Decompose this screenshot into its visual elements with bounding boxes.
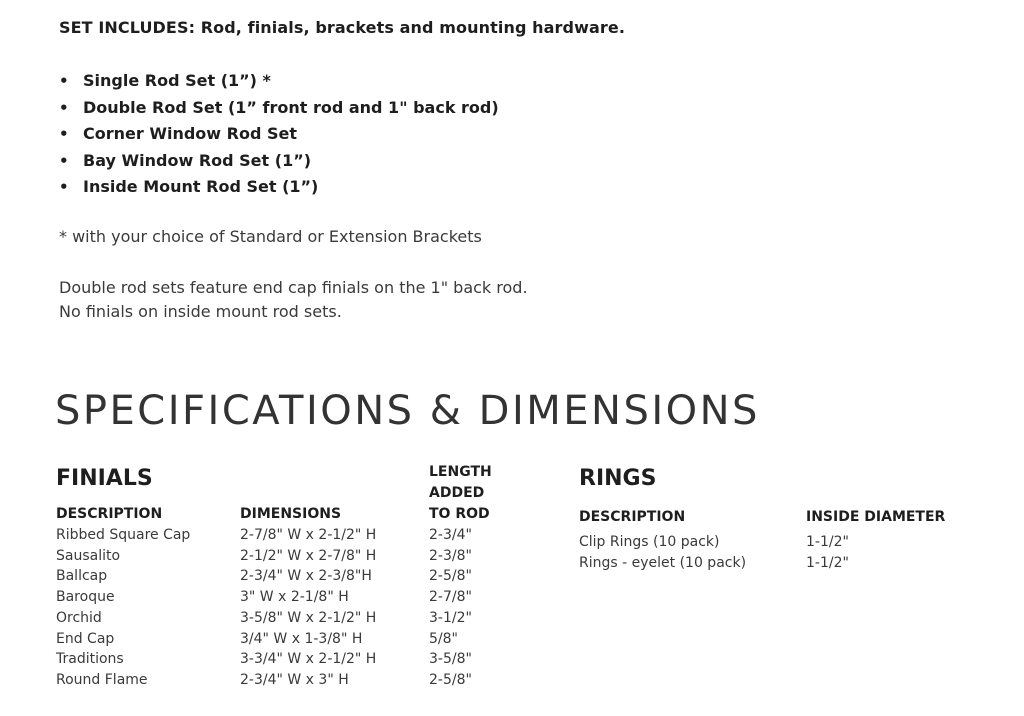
finials-col-description: DESCRIPTION — [56, 506, 163, 522]
table-cell: 1-1/2" — [806, 554, 849, 571]
table-cell: Traditions — [56, 651, 124, 668]
set-includes-text: SET INCLUDES: Rod, finials, brackets and mounting hardware. — [59, 18, 625, 37]
finials-col-length-line: ADDED — [429, 485, 485, 501]
table-cell: Sausalito — [56, 547, 121, 564]
table-cell: 3/4" W x 1-3/8" H — [240, 630, 363, 647]
finials-heading: FINIALS — [56, 466, 153, 491]
bullet-icon: • — [59, 178, 69, 196]
table-cell: Orchid — [56, 609, 102, 626]
rings-diameter-column — [806, 532, 849, 573]
table-cell: 5/8" — [429, 630, 458, 647]
bullet-icon: • — [59, 125, 69, 143]
list-item — [59, 150, 499, 177]
list-item — [59, 70, 499, 97]
rings-heading: RINGS — [579, 466, 657, 491]
bullet-icon: • — [59, 72, 69, 90]
table-cell: 3-3/4" W x 2-1/2" H — [240, 651, 377, 668]
table-cell: End Cap — [56, 630, 115, 647]
list-item — [59, 97, 499, 124]
finials-col-dimensions: DIMENSIONS — [240, 506, 342, 522]
table-cell: 2-3/4" — [429, 527, 472, 543]
table-cell: 2-1/2" W x 2-7/8" H — [240, 547, 377, 564]
rod-set-label: Double Rod Set (1” front rod and 1" back rod) — [83, 97, 499, 117]
rings-description-column — [579, 532, 746, 573]
table-cell: Ballcap — [56, 568, 108, 585]
table-cell: Ribbed Square Cap — [56, 527, 191, 543]
finials-length-column — [429, 525, 472, 691]
rings-col-inside-diameter: INSIDE DIAMETER — [806, 509, 946, 525]
finials-description-column — [56, 525, 190, 691]
table-cell: 1-1/2" — [806, 534, 849, 550]
bracket-footnote: * with your choice of Standard or Extension Brackets — [59, 227, 482, 246]
table-cell: 3-5/8" — [429, 651, 472, 668]
table-cell: 3" W x 2-1/8" H — [240, 589, 349, 606]
table-cell: 2-3/8" — [429, 547, 472, 564]
table-cell: 3-5/8" W x 2-1/2" H — [240, 609, 377, 626]
list-item — [59, 176, 499, 203]
rod-set-label: Inside Mount Rod Set (1”) — [83, 177, 319, 196]
table-cell: 2-3/4" W x 3" H — [240, 671, 349, 688]
rod-set-list — [59, 70, 499, 203]
table-cell: Round Flame — [56, 671, 148, 688]
specifications-title: SPECIFICATIONS & DIMENSIONS — [55, 388, 760, 434]
rod-set-label: Corner Window Rod Set — [83, 124, 298, 143]
rod-set-label: Bay Window Rod Set (1”) — [83, 150, 312, 170]
list-item — [59, 123, 499, 150]
finials-col-length — [429, 462, 492, 525]
finial-note-line: Double rod sets feature end cap finials on the 1" back rod. — [59, 278, 528, 297]
finials-col-length-line: TO ROD — [429, 506, 490, 522]
bullet-icon: • — [59, 151, 69, 170]
finial-note-line: No finials on inside mount rod sets. — [59, 302, 342, 321]
table-cell: 2-7/8" — [429, 589, 472, 606]
table-cell: 2-3/4" W x 2-3/8"H — [240, 568, 372, 585]
table-cell: 2-7/8" W x 2-1/2" H — [240, 527, 377, 543]
finials-dimensions-column — [240, 525, 376, 691]
table-cell: 2-5/8" — [429, 671, 472, 688]
table-cell: Baroque — [56, 589, 115, 606]
finial-note — [59, 276, 528, 324]
table-cell: Rings - eyelet (10 pack) — [579, 554, 747, 571]
table-cell: 3-1/2" — [429, 609, 472, 626]
rod-set-label: Single Rod Set (1”) * — [83, 71, 271, 90]
rings-col-description: DESCRIPTION — [579, 509, 686, 525]
table-cell: Clip Rings (10 pack) — [579, 534, 720, 550]
bullet-icon: • — [59, 98, 69, 117]
finials-col-length-line: LENGTH — [429, 464, 492, 480]
table-cell: 2-5/8" — [429, 568, 472, 585]
